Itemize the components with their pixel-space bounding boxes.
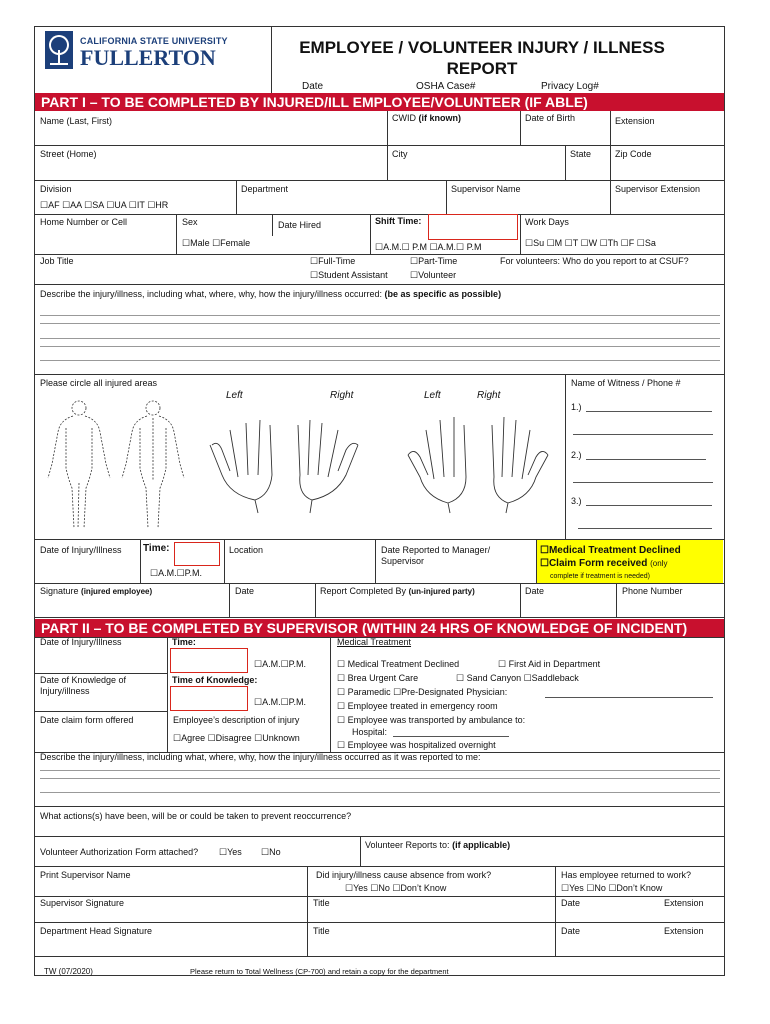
phone-label: Phone Number bbox=[622, 586, 683, 596]
absence-options[interactable]: ☐Yes ☐No ☐Don’t Know bbox=[345, 883, 447, 893]
university-logo bbox=[44, 30, 234, 74]
footer-note: Please return to Total Wellness (CP-700) and retain a copy for the department bbox=[190, 967, 449, 976]
meta-osha: OSHA Case# bbox=[416, 81, 476, 92]
left-label-2: Left bbox=[424, 390, 441, 401]
signature-label: Signature (injured employee) bbox=[40, 586, 153, 596]
meta-date: Date bbox=[302, 81, 324, 92]
shift-time-label: Shift Time: bbox=[375, 216, 422, 226]
date-injury-label: Date of Injury/Illness bbox=[40, 545, 122, 555]
department-label: Department bbox=[241, 184, 289, 194]
logo-line2: FULLERTON bbox=[80, 45, 216, 70]
volunteers-question: For volunteers: Who do you report to at CSUF? bbox=[500, 256, 689, 266]
circle-areas-label: Please circle all injured areas bbox=[40, 378, 158, 388]
volunteer-option[interactable]: ☐Volunteer bbox=[410, 270, 457, 280]
time-ampm[interactable]: ☐A.M.☐P.M. bbox=[150, 568, 202, 578]
extension-label-2: Extension bbox=[664, 926, 704, 936]
witness-1-line[interactable] bbox=[586, 411, 712, 412]
report-date-label: Date bbox=[525, 586, 545, 596]
absence-label: Did injury/illness cause absence from work? bbox=[316, 870, 492, 880]
actions-label: What actions(s) have been, will be or could be taken to prevent reoccurrence? bbox=[40, 811, 352, 821]
time-label: Time: bbox=[143, 543, 170, 554]
name-label: Name (Last, First) bbox=[40, 116, 113, 126]
work-days-options[interactable]: ☐Su ☐M ☐T ☐W ☐Th ☐F ☐Sa bbox=[525, 238, 656, 248]
work-days-label: Work Days bbox=[525, 217, 569, 227]
describe-label: Describe the injury/illness, including what, where, why, how the injury/illness occurred: (be as specific as possible) bbox=[40, 289, 502, 299]
witness-3: 3.) bbox=[571, 496, 582, 506]
medical-declined-option[interactable]: ☐Medical Treatment Declined bbox=[540, 545, 681, 556]
division-label: Division bbox=[40, 184, 72, 194]
date-knowledge-label2: Injury/illness bbox=[40, 686, 90, 696]
print-supervisor-label: Print Supervisor Name bbox=[40, 870, 131, 880]
mt-sand-canyon[interactable]: ☐ Sand Canyon ☐Saddleback bbox=[456, 673, 579, 683]
p2-ampm2[interactable]: ☐A.M.☐P.M. bbox=[254, 697, 306, 707]
date-reported-label2: Supervisor bbox=[381, 556, 425, 566]
mt-hospitalized[interactable]: ☐ Employee was hospitalized overnight bbox=[337, 740, 496, 750]
time-knowledge-label: Time of Knowledge: bbox=[172, 675, 258, 685]
hands-palm-figure[interactable] bbox=[398, 405, 558, 515]
full-time-option[interactable]: ☐Full-Time bbox=[310, 256, 356, 266]
date-knowledge-label: Date of Knowledge of bbox=[40, 675, 127, 685]
claim-offered-label: Date claim form offered bbox=[40, 715, 134, 725]
logo-line1: CALIFORNIA STATE UNIVERSITY bbox=[80, 36, 228, 46]
mt-first-aid[interactable]: ☐ First Aid in Department bbox=[498, 659, 601, 669]
shift-time-input[interactable] bbox=[428, 214, 518, 240]
part2-heading: PART II – TO BE COMPLETED BY SUPERVISOR (WITHIN 24 HRS OF KNOWLEDGE OF INCIDENT) bbox=[35, 619, 724, 637]
city-label: City bbox=[392, 149, 408, 159]
medical-treatment-label: Medical Treatment bbox=[337, 637, 412, 647]
hands-back-figure[interactable] bbox=[200, 405, 370, 515]
division-options[interactable]: ☐AF ☐AA ☐SA ☐UA ☐IT ☐HR bbox=[40, 200, 169, 210]
zip-label: Zip Code bbox=[615, 149, 652, 159]
extension-label: Extension bbox=[615, 116, 655, 126]
vol-reports-label: Volunteer Reports to: (if applicable) bbox=[365, 840, 511, 850]
witness-1: 1.) bbox=[571, 402, 582, 412]
mt-ambulance[interactable]: ☐ Employee was transported by ambulance to: bbox=[337, 715, 526, 725]
mt-emergency[interactable]: ☐ Employee treated in emergency room bbox=[337, 701, 498, 711]
right-label-2: Right bbox=[477, 390, 501, 401]
p2-time-label: Time: bbox=[172, 637, 196, 647]
witness-2: 2.) bbox=[571, 450, 582, 460]
knowledge-time-input[interactable] bbox=[170, 686, 248, 711]
sex-options[interactable]: ☐Male ☐Female bbox=[182, 238, 251, 248]
supervisor-signature-label: Supervisor Signature bbox=[40, 898, 125, 908]
street-label: Street (Home) bbox=[40, 149, 97, 159]
date-hired-label: Date Hired bbox=[278, 220, 322, 230]
witness-2-line[interactable] bbox=[586, 459, 706, 460]
tree-seal-icon bbox=[44, 30, 74, 70]
mt-declined[interactable]: ☐ Medical Treatment Declined bbox=[337, 659, 460, 669]
witness-label: Name of Witness / Phone # bbox=[571, 378, 681, 388]
right-label-1: Right bbox=[330, 390, 354, 401]
vol-yes[interactable]: ☐Yes bbox=[219, 847, 242, 857]
dept-head-signature-label: Department Head Signature bbox=[40, 926, 153, 936]
supervisor-ext-label: Supervisor Extension bbox=[615, 184, 701, 194]
title-label-2: Title bbox=[313, 926, 330, 936]
date-reported-label: Date Reported to Manager/ bbox=[381, 545, 491, 555]
p2-date-injury-label: Date of Injury/Illness bbox=[40, 637, 122, 647]
dob-label: Date of Birth bbox=[525, 113, 576, 123]
supervisor-name-label: Supervisor Name bbox=[451, 184, 521, 194]
hospital-line[interactable] bbox=[393, 736, 509, 737]
hospital-label: Hospital: bbox=[352, 727, 388, 737]
p2-time-input[interactable] bbox=[170, 648, 248, 673]
form-title-line2: REPORT bbox=[446, 59, 518, 78]
body-front-back-figure[interactable] bbox=[42, 398, 192, 538]
witness-3-line[interactable] bbox=[586, 505, 712, 506]
returned-options[interactable]: ☐Yes ☐No ☐Don’t Know bbox=[561, 883, 663, 893]
time-input[interactable] bbox=[174, 542, 220, 566]
location-label: Location bbox=[229, 545, 264, 555]
sex-label: Sex bbox=[182, 217, 198, 227]
p2-describe-label: Describe the injury/illness, including what, where, why, how the injury/illness occurred as it was reported to me: bbox=[40, 752, 481, 762]
claim-form-option[interactable]: ☐Claim Form received (only bbox=[540, 558, 668, 569]
agree-options[interactable]: ☐Agree ☐Disagree ☐Unknown bbox=[173, 733, 300, 743]
state-label: State bbox=[570, 149, 592, 159]
returned-label: Has employee returned to work? bbox=[561, 870, 692, 880]
mt-brea[interactable]: ☐ Brea Urgent Care bbox=[337, 673, 419, 683]
extension-label-1: Extension bbox=[664, 898, 704, 908]
vol-no[interactable]: ☐No bbox=[261, 847, 281, 857]
p2-ampm1[interactable]: ☐A.M.☐P.M. bbox=[254, 659, 306, 669]
mt-paramedic[interactable]: ☐ Paramedic ☐Pre-Designated Physician: bbox=[337, 687, 508, 697]
shift-ampm[interactable]: ☐A.M.☐ P.M ☐A.M.☐ P.M bbox=[375, 242, 482, 252]
student-assistant-option[interactable]: ☐Student Assistant bbox=[310, 270, 388, 280]
meta-privacy: Privacy Log# bbox=[541, 81, 599, 92]
title-label-1: Title bbox=[313, 898, 330, 908]
date-label-2: Date bbox=[561, 926, 581, 936]
left-label-1: Left bbox=[226, 390, 243, 401]
part-time-option[interactable]: ☐Part-Time bbox=[410, 256, 458, 266]
vol-auth-label: Volunteer Authorization Form attached? bbox=[40, 847, 199, 857]
report-by-label: Report Completed By (un-injured party) bbox=[320, 586, 475, 596]
job-title-label: Job Title bbox=[40, 256, 74, 266]
claim-form-note: complete if treatment is needed) bbox=[550, 573, 650, 580]
date-label-1: Date bbox=[561, 898, 581, 908]
employee-desc-label: Employee’s description of injury bbox=[173, 715, 300, 725]
form-code: TW (07/2020) bbox=[44, 967, 93, 976]
signature-date-label: Date bbox=[235, 586, 255, 596]
part1-heading: PART I – TO BE COMPLETED BY INJURED/ILL EMPLOYEE/VOLUNTEER (IF ABLE) bbox=[35, 93, 724, 111]
cwid-label: CWID (if known) bbox=[392, 113, 462, 123]
home-number-label: Home Number or Cell bbox=[40, 217, 128, 227]
form-title-line1: EMPLOYEE / VOLUNTEER INJURY / ILLNESS bbox=[299, 38, 665, 57]
